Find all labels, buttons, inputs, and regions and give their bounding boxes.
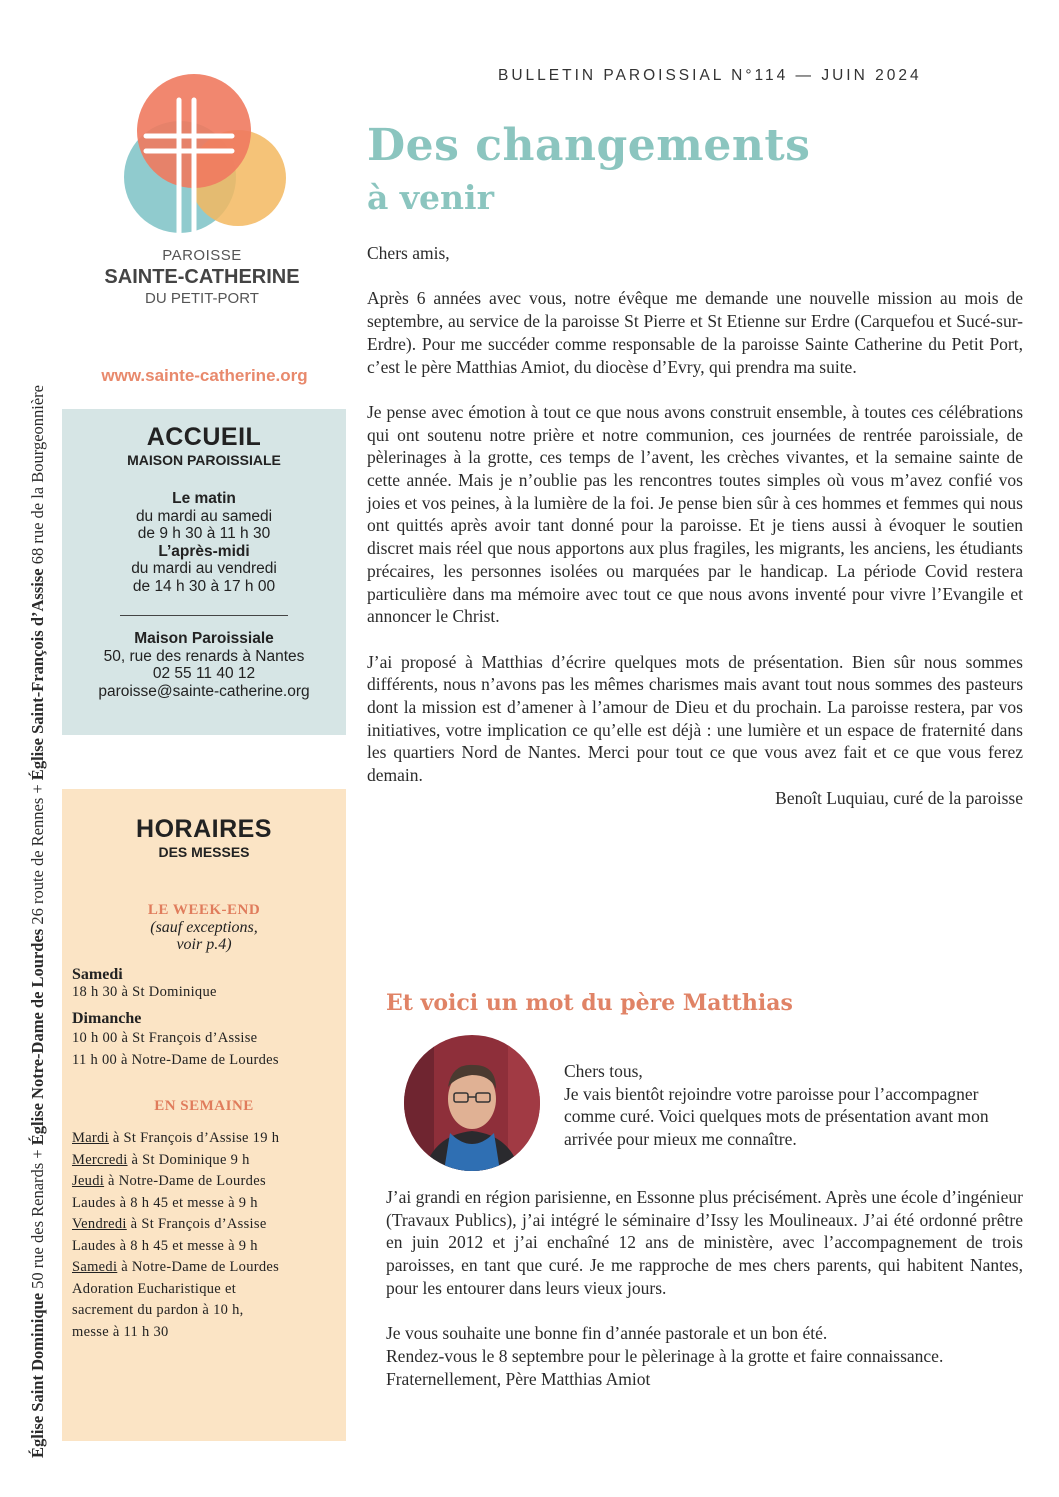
vendredi-line	[72, 1214, 346, 1236]
afternoon-days: du mardi au vendredi	[131, 560, 277, 577]
house-name: Maison Paroissiale	[134, 630, 274, 647]
matthias-intro	[564, 1060, 1024, 1151]
samedi-week-line-3: sacrement du pardon à 10 h,	[72, 1302, 244, 1318]
side-church-list	[28, 208, 48, 1458]
logo-line-2: SAINTE-CATHERINE	[104, 266, 300, 288]
church-saint-francois: Église Saint-François d’Assise	[28, 568, 47, 781]
matthias-intro-text: Je vais bientôt rejoindre votre paroisse pour l’accompagner comme curé. Voici quelques mots de présentation avant mon arrivée pour mieux me connaître.	[564, 1083, 989, 1150]
divider	[120, 615, 288, 616]
horaires-subtitle: DES MESSES	[158, 844, 250, 860]
jeudi-rest: à Notre-Dame de Lourdes	[104, 1173, 266, 1189]
portrait-icon	[404, 1035, 540, 1171]
accueil-subtitle: MAISON PAROISSIALE	[127, 452, 281, 468]
church-notre-dame: Église Notre-Dame de Lourdes	[28, 928, 47, 1146]
semaine-heading: EN SEMAINE	[154, 1098, 254, 1114]
matthias-closing: Fraternellement, Père Matthias Amiot	[386, 1368, 651, 1389]
matthias-wishes: Je vous souhaite une bonne fin d’année pastorale et un bon été.	[386, 1323, 828, 1344]
jeudi-day: Jeudi	[72, 1173, 105, 1189]
weekend-note-1: (sauf exceptions,	[150, 919, 258, 936]
accueil-box	[62, 409, 346, 735]
church-saint-dominique: Église Saint Dominique	[28, 1292, 47, 1458]
mardi-day: Mardi	[72, 1130, 109, 1146]
weekend-heading: LE WEEK-END	[147, 902, 261, 918]
vendredi-rest: à St François d’Assise	[126, 1216, 267, 1232]
samedi-week-line-2: Adoration Eucharistique et	[72, 1280, 237, 1297]
mercredi-day: Mercredi	[72, 1151, 128, 1168]
weekend-note-2: voir p.4)	[176, 936, 232, 953]
house-phone[interactable]: 02 55 11 40 12	[152, 665, 256, 682]
horaires-box	[62, 789, 346, 1441]
samedi-line: 18 h 30 à St Dominique	[72, 984, 217, 1000]
church-saint-dominique-address: 50 rue des Renards +	[28, 1145, 47, 1289]
accueil-title: ACCUEIL	[146, 423, 262, 451]
logo-line-3: DU PETIT-PORT	[145, 290, 259, 307]
dimanche-label: Dimanche	[72, 1010, 142, 1027]
logo-line-1: PAROISSE	[162, 247, 242, 264]
samedi-week-line	[72, 1257, 346, 1279]
matthias-paragraph-2	[386, 1322, 1023, 1390]
house-email[interactable]: paroisse@sainte-catherine.org	[98, 682, 310, 700]
vendredi-line-2: Laudes à 8 h 45 et messe à 9 h	[72, 1237, 258, 1254]
mercredi-rest: à St Dominique 9 h	[127, 1151, 250, 1168]
matthias-rendezvous: Rendez-vous le 8 septembre pour le pèlerinage à la grotte et faire connaissance.	[386, 1345, 944, 1366]
church-saint-francois-address: 68 rue de la Bourgeonnière	[28, 384, 47, 565]
letter-paragraph-3: J’ai proposé à Matthias d’écrire quelques mots de présentation. Bien sûr nous sommes différents, nous n’avons pas les mêmes charismes mais avant tout nous sommes des pasteurs dont la mission est d’amener à l’amour de Dieu et du prochain. La paroisse restera, par vos initiatives, votre implication ce qu’elle est déjà : une lumière et un espace de fraternité dans les quartiers Nord de Nantes. Merci pour tout ce que vous avez fait et ce que vous ferez demain.	[367, 651, 1023, 786]
mercredi-line	[72, 1150, 346, 1172]
samedi-label: Samedi	[72, 966, 123, 983]
samedi-week-line-4: messe à 11 h 30	[72, 1323, 169, 1340]
morning-hours: de 9 h 30 à 11 h 30	[137, 525, 271, 542]
main-subtitle: à venir	[367, 178, 494, 217]
letter-body	[367, 242, 1023, 810]
matthias-body	[386, 1186, 1023, 1390]
matthias-greeting: Chers tous,	[564, 1061, 643, 1081]
house-address: 50, rue des renards à Nantes	[103, 647, 305, 665]
dimanche-line-2: 11 h 00 à Notre-Dame de Lourdes	[72, 1051, 279, 1068]
cross-logo-icon	[102, 74, 302, 249]
samedi-week-day: Samedi	[72, 1259, 118, 1275]
matthias-photo	[404, 1035, 540, 1171]
horaires-title: HORAIRES	[136, 815, 272, 843]
website-link[interactable]: www.sainte-catherine.org	[101, 366, 308, 385]
samedi-week-rest: à Notre-Dame de Lourdes	[117, 1259, 280, 1275]
morning-days: du mardi au samedi	[135, 507, 273, 525]
matthias-paragraph-1: J’ai grandi en région parisienne, en Essonne plus précisément. Après une école d’ingénieur (Travaux Publics), j’ai intégré le séminaire d’Issy les Moulineaux. J’ai été ordonné prêtre en juin 2012 et j’ai enchaîné 12 ans de ministère, avec l’accompagnement de trois paroisses, en tant que curé. Je me rapproche de mes chers parents, qui habitent Nantes, pour les entourer dans leurs vieux jours.	[386, 1187, 1023, 1298]
dimanche-line-1: 10 h 00 à St François d’Assise	[72, 1030, 258, 1046]
letter-signature: Benoît Luquiau, curé de la paroisse	[775, 787, 1023, 808]
church-notre-dame-address: 26 route de Rennes +	[28, 780, 47, 925]
matthias-title: Et voici un mot du père Matthias	[386, 990, 793, 1016]
letter-paragraph-2: Je pense avec émotion à tout ce que nous avons construit ensemble, à toutes ces célébrations qui ont soutenu notre prière et notre communion, ces journées de rentrée paroissiale, de pèlerinages à la grotte, ces temps de l’avent, les crèches vivantes, et la semaine sainte de cette année. Mais je n’oublie pas les rencontres toutes simples où vous m’avez confié vos joies et vos peines, à la lumière de la foi. Je pense bien sûr à ces hommes et femmes qui nous ont quittés après avoir tant donné pour la paroisse. Et je tiens aussi à évoquer le soutien discret mais réel que nous apportons aux plus fragiles, les migrants, les anciens, les étudiants précaires, les personnes isolées ou marquées par le handicap. La période Covid restera particulière dans ma mémoire avec tout ce que nous avons inventé pour vivre l’Evangile et annoncer le Christ.	[367, 401, 1023, 627]
jeudi-line-2: Laudes à 8 h 45 et messe à 9 h	[72, 1194, 258, 1211]
afternoon-label: L’après-midi	[158, 542, 250, 560]
mardi-rest: à St François d’Assise 19 h	[108, 1130, 280, 1146]
letter-greeting: Chers amis,	[367, 243, 450, 263]
main-title: Des changements	[367, 120, 811, 171]
afternoon-hours: de 14 h 30 à 17 h 00	[132, 577, 276, 595]
letter-paragraph-1: Après 6 années avec vous, notre évêque me demande une nouvelle mission au mois de septembre, au service de la paroisse St Pierre et St Etienne sur Erdre (Carquefou et Sucé-sur-Erdre). Pour me succéder comme responsable de la paroisse Sainte Catherine du Petit Port, c’est le père Matthias Amiot, du diocèse d’Evry, qui prendra ma suite.	[367, 288, 1023, 377]
morning-label: Le matin	[172, 490, 236, 507]
mardi-line	[72, 1128, 346, 1150]
vendredi-day: Vendredi	[72, 1216, 127, 1232]
jeudi-line	[72, 1171, 346, 1193]
bulletin-header: BULLETIN PAROISSIAL N°114 — JUIN 2024	[498, 67, 922, 84]
